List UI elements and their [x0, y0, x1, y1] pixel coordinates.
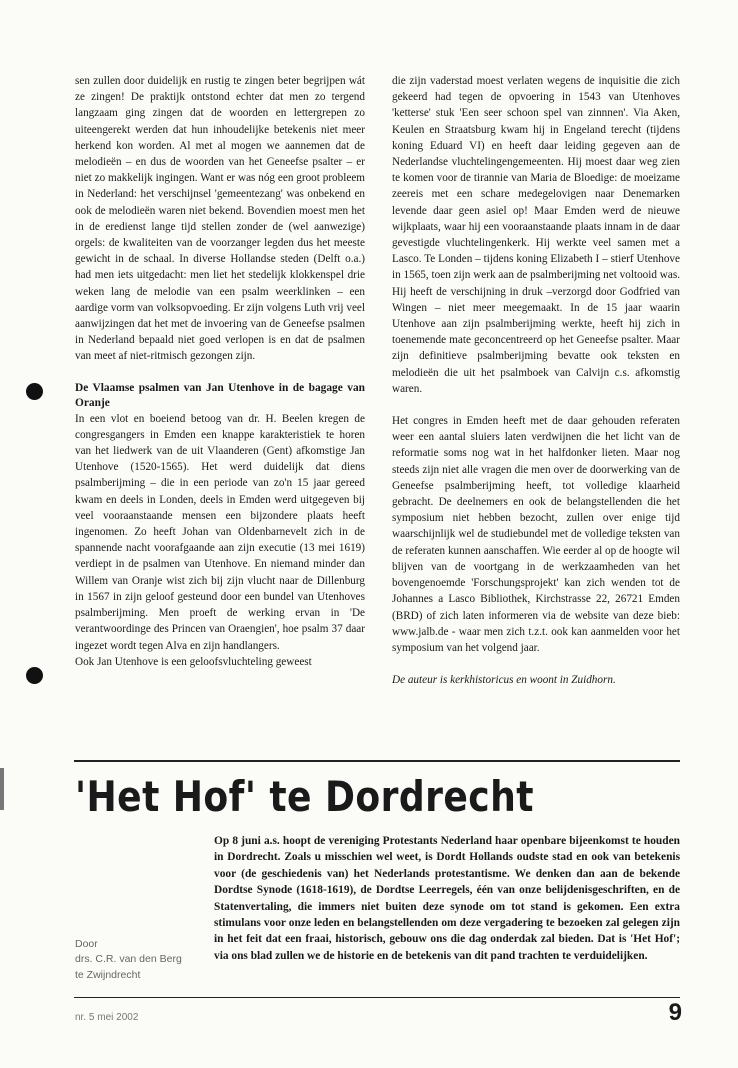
article-divider-top	[74, 760, 680, 762]
byline-place: te Zwijndrecht	[75, 968, 141, 981]
section-heading-utenhove: De Vlaamse psalmen van Jan Utenhove in de bagage van Oranje	[75, 381, 365, 409]
byline-author: drs. C.R. van den Berg	[75, 953, 182, 966]
binder-hole-top	[26, 383, 43, 400]
left-paragraph-2: In een vlot en boeiend betoog van dr. H. Beelen kregen de congresgangers in Emden een knappe karakteristiek te horen van het liedwerk van de uit Vlaanderen (Gent) afkomstige Jan Utenhove (1520-1565). Het werd duidelijk dat diens psalmberijming – die in een periode van zo'n 15 jaar gereed kwam en deels in Londen, deels in Emden werd uitgegeven bij veel vooraanstaande mensen een bijzondere plaats heeft ingenomen. Zo heeft Johan van Oldenbarnevelt zich in de spannende nacht voorafgaande aan zijn executie (13 mei 1619) verdiept in de psalmen van Utenhove. En niemand minder dan Willem van Oranje wist zich bij zijn vlucht naar de Dillenburg in 1567 in zijn geloof gesteund door een bundel van Utenhoves psalmberijming. Men proeft de werking ervan in 'De verantwoordinge des Princen van Oraengien', hoe psalm 37 daar ingezet wordt tegen Alva en zijn handlangers.	[75, 412, 365, 652]
left-column	[75, 73, 365, 670]
byline-prefix: Door	[75, 938, 98, 950]
article-title: 'Het Hof' te Dordrecht	[75, 772, 534, 821]
footer-divider	[74, 997, 680, 998]
left-paragraph-3: Ook Jan Utenhove is een geloofsvluchteling geweest	[75, 655, 312, 668]
author-note: De auteur is kerkhistoricus en woont in Zuidhorn.	[392, 674, 616, 687]
page-number: 9	[668, 999, 682, 1026]
left-paragraph-1: sen zullen door duidelijk en rustig te zingen beter begrijpen wát ze zingen! De praktijk ontstond echter dat men zo tergend langzaam ging zingen dat de woorden en lettergrepen zo uiteengerekt werden dat hun inhoudelijke betekenis niet meer herkend kon worden. Al met al mogen we aannemen dat de melodieën – en dus de woorden van het Geneefse psalter – er niet zo makkelijk ingingen. Want er was nóg een groot probleem in Nederland: het verschijnsel 'gemeentezang' was onbekend en ook de melodieën waren niet bekend. Bovendien moest men het in de eredienst lange tijd stellen zonder de (wel aanwezige) orgels: de kwaliteiten van de voorzanger legden dus het meeste gewicht in de schaal. In diverse Hollandse steden (Delft o.a.) had men iets uitgedacht: men liet het stedelijk klokkenspel drie weken lang de melodie van een psalm weerklinken – een aardige vorm van volksopvoeding. Er zijn volgens Luth vrij veel aanwijzingen dat het met de invoering van de Geneefse psalmen in Nederland bepaald niet goed verlopen is en dat de psalmen van meet af niet-ritmisch gezongen zijn.	[75, 75, 365, 363]
right-paragraph-1: die zijn vaderstad moest verlaten wegens de inquisitie die zich gekeerd had tegen de opvoering in 1543 van Utenhoves 'ketterse' stuk 'Een seer schoon spel van zinnnen'. Via Aken, Keulen en Straatsburg kwam hij in Engeland terecht (tijdens koning Eduard VI) en heeft daar leiding gegeven aan de Nederlandse vluchtelingengemeenten. Hij moest daar weg zien te komen voor de tirannie van Maria de Bloedige: de moeizame zeereis met een schare medegelovigen naar Denemarken levende daar geen asiel op! Maar Emden werd de nieuwe wijkplaats, waar hij een vooraanstaande plaats innam in de daar gevestigde vluchtelingenkerk. Hij werkte veel samen met a Lasco. Te Londen – tijdens koning Elizabeth I – stierf Utenhove in 1565, toen zijn werk aan de psalmberijming net voltooid was. Hij heeft de verschijning in druk –verzorgd door Godfried van Wingen – niet meer meegemaakt. In de 15 jaar waarin Utenhove aan zijn psalmberijming werkte, heeft hij zich in toenemende mate geconcentreerd op het Geneefse psalter. Maar zijn definitieve psalmberijming bevatte ook teksten en melodieën die uit het psalmboek van Calvijn c.s. afkomstig waren.	[392, 75, 680, 395]
issue-info: nr. 5 mei 2002	[75, 1012, 139, 1023]
right-column	[392, 73, 680, 688]
article-intro: Op 8 juni a.s. hoopt de vereniging Protestants Nederland haar openbare bijeenkomst te houden in Dordrecht. Zoals u misschien wel weet, is Dordt Hollands oudste stad en ook van betekenis voor (de geschiedenis van) het Nederlands protestantisme. We denken dan aan de bekende Dordtse Synode (1618-1619), de Dordtse Leerregels, één van onze belijdenisgeschriften, en de Statenvertaling, die immers niet buiten deze synode om tot stand is gekomen. Een extra stimulans voor onze leden en belangstellenden om deze vergadering te bezoeken zal gelegen zijn in het feit dat een fraai, historisch, gebouw ons die dag onderdak zal bieden. Dat is 'Het Hof'; via ons blad zullen we de historie en de betekenis van dit pand trachten te verduidelijken.	[214, 835, 680, 962]
scan-edge-mark	[0, 768, 4, 810]
right-paragraph-2: Het congres in Emden heeft met de daar gehouden referaten weer een aantal sluiers laten verdwijnen die het licht van de reformatie soms nog wat in het halfdonker lieten. Maar nog steeds zijn niet alle vragen die men over de doorwerking van de Geneefse psalmberijming heeft, tot volledige klaarheid gebracht. De deelnemers en ook de belangstellenden die het symposium niet hebben bezocht, zullen over enige tijd waarschijnlijk wel de studiebundel met de volledige teksten van de referaten kunnen aanschaffen. Wie eerder al op de hoogte wil blijven van de voortgang in de werkzaamheden van het bovengenoemde 'Forschungsprojekt' kan zich wenden tot de Johannes a Lasco Bibliothek, Kirchstrasse 22, 26721 Emden (BRD) of zich laten informeren via de website van deze bieb: www.jalb.de - waar men zich t.z.t. ook kan aanmelden voor het symposium van het volgend jaar.	[392, 415, 680, 654]
byline	[75, 937, 182, 983]
binder-hole-bottom	[26, 667, 43, 684]
